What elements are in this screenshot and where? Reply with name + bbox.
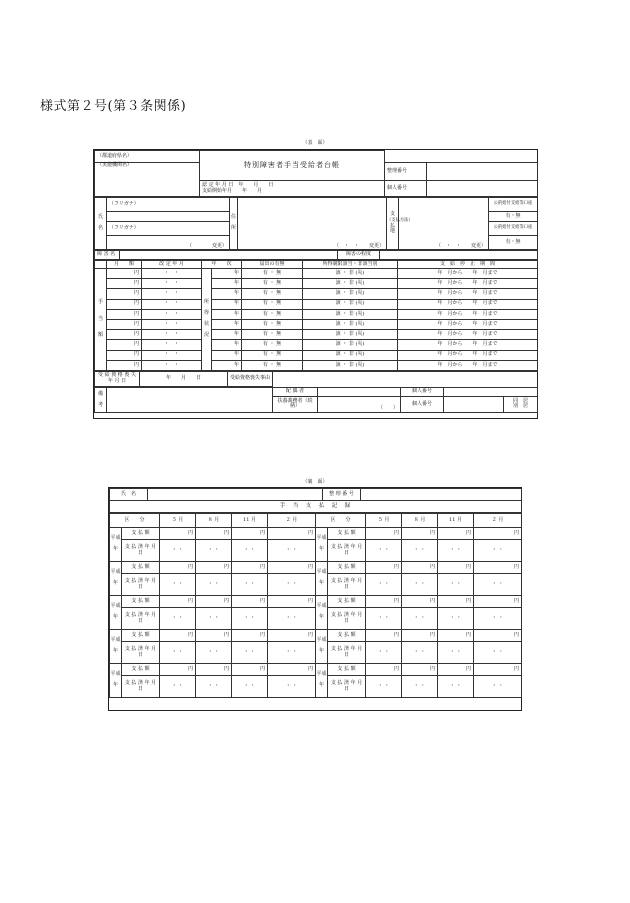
row-teishi[interactable]: 年 月から 年 月まで — [398, 360, 538, 370]
row-gai[interactable]: 該 ・ 非 (災) — [303, 360, 398, 370]
row-gai[interactable]: 該 ・ 非 (災) — [303, 289, 398, 299]
soshitsu-label: 受 給 資 格 喪 失 年 月 日 — [95, 371, 140, 386]
front-row — [95, 330, 538, 340]
furigana-label-1: （フリガナ） — [107, 198, 230, 212]
front-row — [95, 360, 538, 370]
yen-cell[interactable]: 円 — [474, 630, 522, 642]
umu-1[interactable]: 有・無 — [489, 212, 538, 222]
date-cell[interactable]: ・ ・ — [196, 676, 232, 698]
yen-cell[interactable]: 円 — [268, 528, 316, 540]
koukin-2: 公的給付支給等口座 — [489, 222, 538, 236]
date-cell[interactable]: ・ ・ — [474, 540, 522, 562]
date-cell[interactable]: ・ ・ — [474, 676, 522, 698]
teido-label: 障害の程度 — [338, 251, 380, 260]
date-cell[interactable]: ・ ・ — [196, 574, 232, 596]
yen-cell[interactable]: 円 — [232, 664, 268, 676]
yen-cell[interactable]: 円 — [402, 596, 438, 608]
date-cell[interactable]: ・ ・ — [160, 676, 196, 698]
row-umu[interactable]: 有 ・ 無 — [242, 319, 303, 329]
shogai-table — [94, 250, 538, 260]
date-cell[interactable]: ・ ・ — [196, 608, 232, 630]
date-cell[interactable]: ・ ・ — [402, 642, 438, 664]
month-r-2: 11 月 — [438, 514, 474, 528]
date-cell[interactable]: ・ ・ — [438, 642, 474, 664]
date-cell[interactable]: ・ ・ — [366, 608, 402, 630]
biko-label: 備 考 — [95, 387, 107, 412]
back-main-table — [109, 513, 522, 698]
kojin-value[interactable] — [427, 181, 538, 197]
row-kaitei[interactable]: ・ ・ — [142, 340, 202, 350]
shotoku-label: 所 得 状 況 — [202, 269, 212, 371]
row-yen[interactable]: 円 — [107, 340, 142, 350]
front-row — [95, 279, 538, 289]
yen-cell[interactable]: 円 — [438, 596, 474, 608]
col-kaitei: 改 定 年 月 — [142, 261, 202, 269]
yen-cell[interactable]: 円 — [268, 630, 316, 642]
date-cell[interactable]: ・ ・ — [232, 540, 268, 562]
shiharai-zumi-label: 支 払 済 年 月 日 — [122, 540, 160, 562]
shimei-label: 氏 名 — [95, 198, 107, 250]
row-teishi[interactable]: 年 月から 年 月まで — [398, 319, 538, 329]
kaishi-value: 年 月 — [242, 187, 263, 194]
front-row — [95, 289, 538, 299]
row-gai[interactable]: 該 ・ 非 (災) — [303, 269, 398, 279]
yen-cell[interactable]: 円 — [402, 630, 438, 642]
date-cell[interactable]: ・ ・ — [268, 608, 316, 630]
row-yen[interactable]: 円 — [107, 299, 142, 309]
shiharai-zumi-label: 支 払 済 年 月 日 — [122, 676, 160, 698]
date-cell[interactable]: ・ ・ — [160, 608, 196, 630]
back-seiri-label: 整 理 番 号 — [323, 489, 361, 501]
front-main-header — [95, 261, 538, 269]
shogaimei-value[interactable] — [120, 251, 338, 260]
yen-cell[interactable]: 円 — [160, 596, 196, 608]
biko-value[interactable] — [107, 387, 273, 412]
front-row — [95, 350, 538, 360]
kaishi-row — [202, 189, 384, 195]
row-teishi[interactable]: 年 月から 年 月まで — [398, 340, 538, 350]
jusho-henko: （ ・ ・ 変更） — [238, 198, 387, 250]
row-umu[interactable]: 有 ・ 無 — [242, 299, 303, 309]
row-umu[interactable]: 有 ・ 無 — [242, 269, 303, 279]
front-title: 特別障害者手当受給者台帳 — [200, 151, 385, 181]
back-row-gaku — [110, 562, 522, 574]
row-yen[interactable]: 円 — [107, 309, 142, 319]
date-cell[interactable]: ・ ・ — [232, 642, 268, 664]
front-main-table — [94, 260, 538, 371]
heisei-label: 平成 年 — [110, 630, 122, 664]
shiharai-gaku-label: 支 払 額 — [122, 562, 160, 574]
front-row — [95, 319, 538, 329]
seiri-label: 整理番号 — [385, 163, 427, 181]
back-seiri-value[interactable] — [361, 489, 522, 501]
row-nen[interactable]: 年 — [212, 289, 242, 299]
date-cell[interactable]: ・ ・ — [402, 608, 438, 630]
row-gai[interactable]: 該 ・ 非 (災) — [303, 279, 398, 289]
month-l-2: 11 月 — [232, 514, 268, 528]
date-cell[interactable]: ・ ・ — [366, 574, 402, 596]
shiharai-zumi-label: 支 払 済 年 月 日 — [328, 676, 366, 698]
date-cell[interactable]: ・ ・ — [160, 574, 196, 596]
shiharai-gaku-label: 支 払 額 — [328, 664, 366, 676]
heisei-label: 平成 年 — [110, 562, 122, 596]
month-r-0: ５ 月 — [366, 514, 402, 528]
front-form — [93, 149, 538, 419]
row-nen[interactable]: 年 — [212, 279, 242, 289]
yen-cell[interactable]: 円 — [366, 630, 402, 642]
date-cell[interactable]: ・ ・ — [268, 676, 316, 698]
col-nenji: 年 次 — [202, 261, 242, 269]
shiharai-gaku-label: 支 払 額 — [122, 528, 160, 540]
koukin-1: 公的給付支給等口座 — [489, 198, 538, 212]
row-nen[interactable]: 年 — [212, 350, 242, 360]
fuyo-zokugara: （ ） — [318, 396, 401, 412]
shiharai-gaku-label: 支 払 額 — [122, 664, 160, 676]
yen-cell[interactable]: 円 — [196, 630, 232, 642]
front-row — [95, 299, 538, 309]
date-cell[interactable]: ・ ・ — [268, 540, 316, 562]
kojin-label: 個人番号 — [385, 181, 427, 197]
yen-cell[interactable]: 円 — [438, 562, 474, 574]
row-gai[interactable]: 該 ・ 非 (災) — [303, 309, 398, 319]
heisei-label: 平成 年 — [316, 562, 328, 596]
yen-cell[interactable]: 円 — [402, 562, 438, 574]
date-cell[interactable]: ・ ・ — [474, 608, 522, 630]
yen-cell[interactable]: 円 — [160, 528, 196, 540]
row-umu[interactable]: 有 ・ 無 — [242, 309, 303, 319]
row-teishi[interactable]: 年 月から 年 月まで — [398, 309, 538, 319]
date-cell[interactable]: ・ ・ — [232, 608, 268, 630]
furigana-label-2: （フリガナ） — [107, 222, 230, 236]
kaishi-label: 支給開始年月 — [202, 187, 233, 194]
kubun-label-r: 区 分 — [316, 514, 366, 528]
date-cell[interactable]: ・ ・ — [438, 608, 474, 630]
date-cell[interactable]: ・ ・ — [268, 574, 316, 596]
row-teishi[interactable]: 年 月から 年 月まで — [398, 350, 538, 360]
yen-cell[interactable]: 円 — [474, 664, 522, 676]
front-row — [95, 269, 538, 279]
shiharai-zumi-label: 支 払 済 年 月 日 — [122, 642, 160, 664]
yen-cell[interactable]: 円 — [196, 562, 232, 574]
yen-cell[interactable]: 円 — [366, 664, 402, 676]
shiharai-zumi-label: 支 払 済 年 月 日 — [328, 642, 366, 664]
kojin-label-2: 個人番号 — [401, 387, 444, 396]
row-yen[interactable]: 円 — [107, 289, 142, 299]
month-r-1: ８ 月 — [402, 514, 438, 528]
yen-cell[interactable]: 円 — [160, 630, 196, 642]
month-r-3: ２ 月 — [474, 514, 522, 528]
back-row-gaku — [110, 596, 522, 608]
row-umu[interactable]: 有 ・ 無 — [242, 350, 303, 360]
row-gai[interactable]: 該 ・ 非 (災) — [303, 330, 398, 340]
row-nen[interactable]: 年 — [212, 340, 242, 350]
yen-cell[interactable]: 円 — [474, 562, 522, 574]
col-gaku: 月 額 — [107, 261, 142, 269]
shiharai-zumi-label: 支 払 済 年 月 日 — [328, 574, 366, 596]
row-yen[interactable]: 円 — [107, 269, 142, 279]
row-umu[interactable]: 有 ・ 無 — [242, 340, 303, 350]
yen-cell[interactable]: 円 — [160, 562, 196, 574]
shiharai-gaku-label: 支 払 額 — [328, 528, 366, 540]
yen-cell[interactable]: 円 — [402, 528, 438, 540]
dokyo-bekkyo: 同 居 別 居 — [504, 396, 538, 412]
date-cell[interactable]: ・ ・ — [438, 574, 474, 596]
teido-value[interactable] — [380, 251, 538, 260]
front-caption: （表 面） — [302, 140, 328, 146]
row-kaitei[interactable]: ・ ・ — [142, 360, 202, 370]
col-teishi: 支 給 停 止 期 間 — [398, 261, 538, 269]
date-cell[interactable]: ・ ・ — [366, 642, 402, 664]
shiharai-gaku-label: 支 払 額 — [328, 562, 366, 574]
shiharai-zumi-label: 支 払 済 年 月 日 — [122, 608, 160, 630]
date-cell[interactable]: ・ ・ — [196, 540, 232, 562]
row-kaitei[interactable]: ・ ・ — [142, 309, 202, 319]
te-label: 手 当 額 — [95, 269, 107, 371]
prefecture-label: （都道府県名） — [95, 151, 200, 163]
shiharai-henko: （ ・ ・ 変更） — [399, 198, 489, 250]
back-header-table — [109, 488, 522, 513]
shiharai-zumi-label: 支 払 済 年 月 日 — [328, 540, 366, 562]
date-cell[interactable]: ・ ・ — [160, 540, 196, 562]
row-yen[interactable]: 円 — [107, 360, 142, 370]
row-teishi[interactable]: 年 月から 年 月まで — [398, 330, 538, 340]
date-cell[interactable]: ・ ・ — [438, 676, 474, 698]
back-caption: （裏 面） — [302, 479, 328, 485]
seiri-value[interactable] — [427, 163, 538, 181]
heisei-label: 平成 年 — [110, 596, 122, 630]
heisei-label: 平成 年 — [316, 596, 328, 630]
row-gai[interactable]: 該 ・ 非 (災) — [303, 350, 398, 360]
yen-cell[interactable]: 円 — [196, 596, 232, 608]
heisei-label: 平成 年 — [316, 528, 328, 562]
date-cell[interactable]: ・ ・ — [402, 540, 438, 562]
row-teishi[interactable]: 年 月から 年 月まで — [398, 289, 538, 299]
yen-cell[interactable]: 円 — [232, 562, 268, 574]
date-cell[interactable]: ・ ・ — [366, 676, 402, 698]
yen-cell[interactable]: 円 — [438, 664, 474, 676]
month-l-3: ２ 月 — [268, 514, 316, 528]
yen-cell[interactable]: 円 — [366, 528, 402, 540]
yen-cell[interactable]: 円 — [232, 596, 268, 608]
row-nen[interactable]: 年 — [212, 319, 242, 329]
date-cell[interactable]: ・ ・ — [196, 642, 232, 664]
date-cell[interactable]: ・ ・ — [232, 676, 268, 698]
yen-cell[interactable]: 円 — [366, 596, 402, 608]
row-gai[interactable]: 該 ・ 非 (災) — [303, 299, 398, 309]
haigusha-label: 配 偶 者 — [273, 387, 318, 396]
front-header-table — [94, 150, 538, 197]
row-yen[interactable]: 円 — [107, 279, 142, 289]
nintei-label: 認 定 年 月 日 — [202, 182, 234, 188]
row-kaitei[interactable]: ・ ・ — [142, 319, 202, 329]
page-heading: 様式第２号(第３条関係) — [40, 99, 187, 114]
row-umu[interactable]: 有 ・ 無 — [242, 289, 303, 299]
front-name-table — [94, 197, 538, 250]
back-shimei-label: 氏 名 — [110, 489, 148, 501]
yen-cell[interactable]: 円 — [438, 630, 474, 642]
shiharai-gaku-label: 支 払 額 — [122, 596, 160, 608]
row-kaitei[interactable]: ・ ・ — [142, 350, 202, 360]
row-umu[interactable]: 有 ・ 無 — [242, 360, 303, 370]
front-biko-table — [94, 387, 538, 413]
date-cell[interactable]: ・ ・ — [474, 574, 522, 596]
shiharai-gaku-label: 支 払 額 — [328, 630, 366, 642]
row-kaitei[interactable]: ・ ・ — [142, 330, 202, 340]
row-nen[interactable]: 年 — [212, 330, 242, 340]
yen-cell[interactable]: 円 — [366, 562, 402, 574]
yen-cell[interactable]: 円 — [402, 664, 438, 676]
yen-cell[interactable]: 円 — [232, 528, 268, 540]
date-cell[interactable]: ・ ・ — [366, 540, 402, 562]
yen-cell[interactable]: 円 — [196, 528, 232, 540]
front-row — [95, 309, 538, 319]
col-shotoku: 所得制限該当・非該当別 — [303, 261, 398, 269]
row-umu[interactable]: 有 ・ 無 — [242, 279, 303, 289]
back-form — [108, 487, 522, 711]
yen-cell[interactable]: 円 — [160, 664, 196, 676]
yen-cell[interactable]: 円 — [232, 630, 268, 642]
date-cell[interactable]: ・ ・ — [402, 574, 438, 596]
date-cell[interactable]: ・ ・ — [160, 642, 196, 664]
shiharai-label: 支 （支払方法） 払 地 — [387, 198, 399, 250]
row-nen[interactable]: 年 — [212, 299, 242, 309]
date-cell[interactable]: ・ ・ — [268, 642, 316, 664]
back-title: 手 当 支 払 記 録 — [110, 501, 522, 513]
row-umu[interactable]: 有 ・ 無 — [242, 330, 303, 340]
back-row-gaku — [110, 664, 522, 676]
heisei-label: 平成 年 — [316, 630, 328, 664]
shimei-henko: （ 変更） — [107, 236, 230, 250]
month-l-1: ８ 月 — [196, 514, 232, 528]
back-row-gaku — [110, 528, 522, 540]
yen-cell[interactable]: 円 — [268, 596, 316, 608]
row-yen[interactable]: 円 — [107, 350, 142, 360]
date-cell[interactable]: ・ ・ — [402, 676, 438, 698]
soshitsu-jiyu-label: 受給資格喪失事由 — [228, 371, 273, 386]
row-nen[interactable]: 年 — [212, 309, 242, 319]
heisei-label: 平成 年 — [110, 664, 122, 698]
row-teishi[interactable]: 年 月から 年 月まで — [398, 279, 538, 289]
front-row — [95, 340, 538, 350]
jusho-label: 住 所 — [230, 198, 238, 250]
row-nen[interactable]: 年 — [212, 269, 242, 279]
heisei-label: 平成 年 — [316, 664, 328, 698]
col-todoke: 届出の有無 — [242, 261, 303, 269]
shiharai-zumi-label: 支 払 済 年 月 日 — [328, 608, 366, 630]
shogaimei-label: 障 害 名 — [95, 251, 120, 260]
kubun-label-l: 区 分 — [110, 514, 160, 528]
yen-cell[interactable]: 円 — [474, 528, 522, 540]
row-teishi[interactable]: 年 月から 年 月まで — [398, 299, 538, 309]
fuyo-label: 扶養義務者（続 柄） — [273, 396, 318, 412]
back-months-row — [110, 514, 522, 528]
shiharai-gaku-label: 支 払 額 — [122, 630, 160, 642]
row-gai[interactable]: 該 ・ 非 (災) — [303, 319, 398, 329]
yen-cell[interactable]: 円 — [196, 664, 232, 676]
front-bottom-table — [94, 371, 538, 387]
row-kaitei[interactable]: ・ ・ — [142, 289, 202, 299]
month-l-0: ５ 月 — [160, 514, 196, 528]
yen-cell[interactable]: 円 — [474, 596, 522, 608]
agency-label: （実施機関名） — [95, 163, 200, 197]
row-teishi[interactable]: 年 月から 年 月まで — [398, 269, 538, 279]
date-cell[interactable]: ・ ・ — [438, 540, 474, 562]
row-yen[interactable]: 円 — [107, 330, 142, 340]
row-gai[interactable]: 該 ・ 非 (災) — [303, 340, 398, 350]
yen-cell[interactable]: 円 — [268, 562, 316, 574]
row-kaitei[interactable]: ・ ・ — [142, 269, 202, 279]
shiharai-zumi-label: 支 払 済 年 月 日 — [122, 574, 160, 596]
date-cell[interactable]: ・ ・ — [474, 642, 522, 664]
kojin-label-3: 個人番号 — [401, 396, 444, 412]
soshitsu-date: 年 月 日 — [140, 371, 228, 386]
umu-2[interactable]: 有・無 — [489, 236, 538, 250]
shiharai-gaku-label: 支 払 額 — [328, 596, 366, 608]
row-yen[interactable]: 円 — [107, 319, 142, 329]
heisei-label: 平成 年 — [110, 528, 122, 562]
nintei-value: 年 月 日 — [238, 182, 274, 188]
back-row-gaku — [110, 630, 522, 642]
yen-cell[interactable]: 円 — [438, 528, 474, 540]
row-kaitei[interactable]: ・ ・ — [142, 299, 202, 309]
date-cell[interactable]: ・ ・ — [232, 574, 268, 596]
row-kaitei[interactable]: ・ ・ — [142, 279, 202, 289]
back-shimei-value[interactable] — [148, 489, 323, 501]
yen-cell[interactable]: 円 — [268, 664, 316, 676]
row-nen[interactable]: 年 — [212, 360, 242, 370]
